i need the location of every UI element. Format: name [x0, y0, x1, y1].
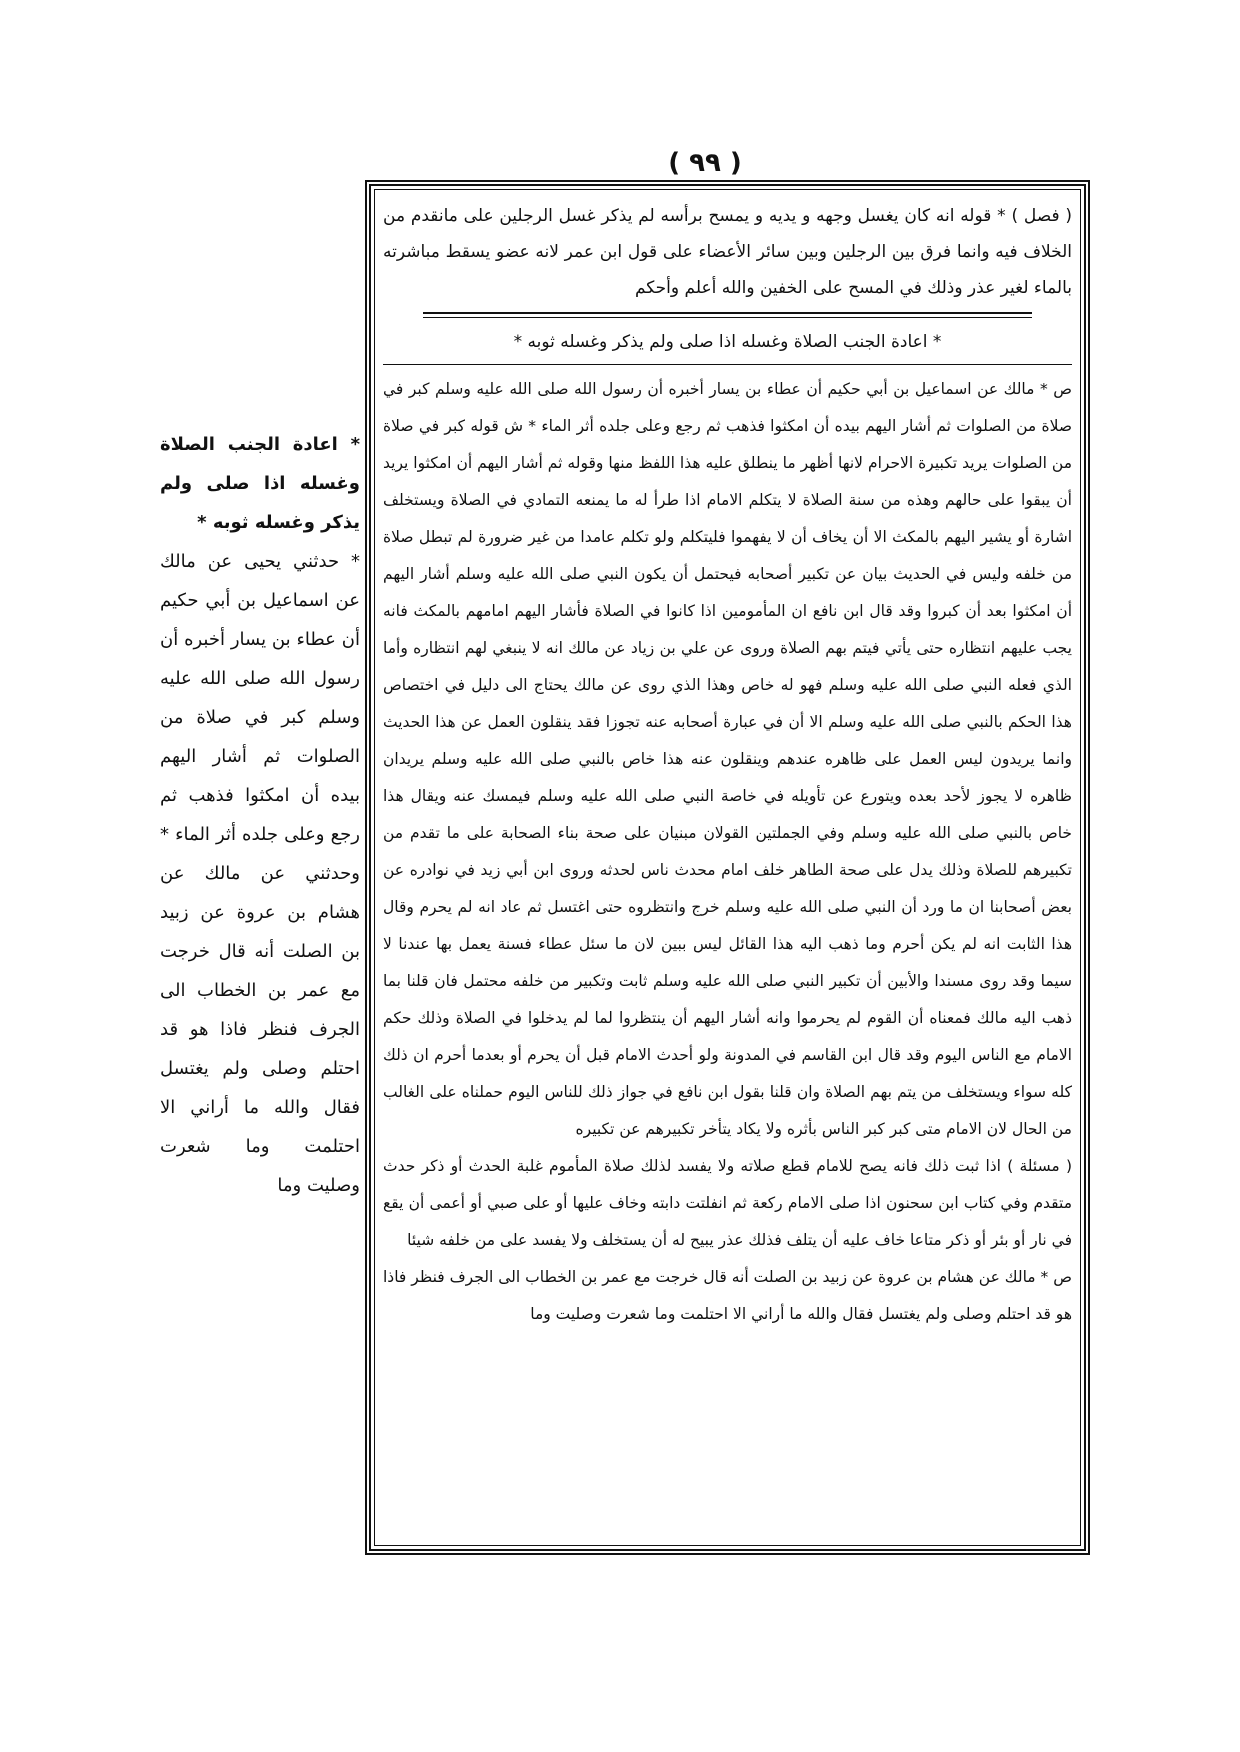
- margin-hadith-text: * حدثني يحيى عن مالك عن اسماعيل بن أبي حكيم أن عطاء بن يسار أخبره أن رسول الله صلى الله عليه وسلم كبر في صلاة من الصلوات ثم أشار اليهم بيده أن امكثوا فذهب ثم رجع وعلى جلده أثر الماء * وحدثني عن مالك عن هشام بن عروة عن زبيد بن الصلت أنه قال خرجت مع عمر بن الخطاب الى الجرف فنظر فاذا هو قد احتلم وصلى ولم يغتسل فقال والله ما أراني الا احتلمت وما شعرت وصليت وما: [160, 551, 360, 1196]
- intro-paragraph: ( فصل ) * قوله انه كان يغسل وجهه و يديه و يمسح برأسه لم يذكر غسل الرجلين على مانقدم من الخلاف فيه وانما فرق بين الرجلين وبين سائر الأعضاء على قول ابن عمر لانه عضو يسقط مباشرته بالماء لغير عذر وذلك في المسح على الخفين والله أعلم وأحكم: [383, 206, 1072, 298]
- margin-heading: * اعادة الجنب الصلاة وغسله اذا صلى ولم يذكر وغسله ثوبه *: [160, 434, 360, 533]
- commentary-paragraph-hadith-2: ص * مالك عن هشام بن عروة عن زبيد بن الصلت أنه قال خرجت مع عمر بن الخطاب الى الجرف فنظر فاذا هو قد احتلم وصلى ولم يغتسل فقال والله ما أراني الا احتلمت وما شعرت وصليت وما: [383, 1268, 1072, 1323]
- heading-divider-bottom: [383, 364, 1072, 365]
- chapter-heading: * اعادة الجنب الصلاة وغسله اذا صلى ولم يذكر وغسله ثوبه *: [513, 332, 942, 352]
- commentary-paragraph-hadith-1: ص * مالك عن اسماعيل بن أبي حكيم أن عطاء بن يسار أخبره أن رسول الله صلى الله عليه وسلم كبر في صلاة من الصلوات ثم أشار اليهم بيده أن امكثوا فذهب ثم رجع وعلى جلده أثر الماء * ش قوله كبر في صلاة من الصلوات يريد تكبيرة الاحرام لانها أظهر ما ينطلق عليه هذا اللفظ منها وقوله ثم أشار اليهم أن امكثوا يريد أن يبقوا على حالهم وهذه من سنة الصلاة لا يتكلم الامام اذا طرأ له ما يمنعه التمادي في الصلاة ويستخلف اشارة أو يشير اليهم بالمكث الا أن يخاف أن لا يفهموا فليتكلم ولو تكلم عامدا من غير ضرورة لم تبطل صلاة من خلفه وليس في الحديث بيان عن تكبير أصحابه فيحتمل أن يكون النبي صلى الله عليه وسلم أشار اليهم أن امكثوا بعد أن كبروا وقد قال ابن نافع ان المأمومين اذا كانوا في الصلاة فأشار اليهم امامهم بالمكث فانه يجب عليهم انتظاره حتى يأتي فيتم بهم الصلاة وروى عن علي بن زياد عن مالك انه لا ينبغي لهم انتظاره وأما الذي فعله النبي صلى الله عليه وسلم فهو له خاص وهذا الذي روى عن مالك يحتاج الى دليل في اختصاص هذا الحكم بالنبي صلى الله عليه وسلم الا أن في عبارة أصحابه عنه تجوزا فقد ينقلون العمل عن هذا الحديث وانما يريدون ليس العمل على ظاهره عندهم وينقلون عنه هذا خاص بالنبي صلى الله عليه وسلم يريدان ظاهره لا يجوز لأحد بعده ويتورع عن تأويله في خاصة النبي صلى الله عليه وسلم فيمسك عنه ويقال هذا خاص بالنبي صلى الله عليه وسلم وفي الجملتين القولان مبنيان على صحة بناء الصحابة على ما تقدم من تكبيرهم للصلاة وذلك يدل على صحة الطاهر خلف امام محدث ناس لحدثه وروى ابن أبي زيد في نوادره عن بعض أصحابنا ان ما ورد أن النبي صلى الله عليه وسلم خرج وانتظروه حتى اغتسل ثم عاد انه لم يحرم وقال هذا الثابت انه لم يكن أحرم وما ذهب اليه هذا القائل ليس ببين لان ما سئل عطاء فسنة يعمل بها عندنا لا سيما وقد روى مسندا والأبين أن تكبير النبي صلى الله عليه وسلم ثابت وتكبير من خلفه محتمل فان قلنا بما ذهب اليه مالك فمعناه أن القوم لم يحرموا وانه أشار اليهم أن ينتظروا لما لم يدخلوا في الصلاة وذلك حكم الامام مع الناس اليوم وقد قال ابن القاسم في المدونة ولو أحدث الامام قبل أن يحرم أو بعدما أحرم ان ذلك كله سواء ويستخلف من يتم بهم الصلاة وان قلنا بقول ابن نافع في جواز ذلك للناس اليوم حملناه على الغالب من الحال لان الامام متى كبر كبر الناس بأثره ولا يكاد يتأخر تكبيرهم عن تكبيره: [383, 380, 1072, 1138]
- heading-divider-top: [423, 312, 1032, 318]
- commentary-body: [383, 371, 1072, 1333]
- main-text-frame: [365, 180, 1090, 1555]
- margin-hadith-column: [160, 425, 360, 1205]
- commentary-paragraph-masala: ( مسئلة ) اذا ثبت ذلك فانه يصح للامام قطع صلاته ولا يفسد لذلك صلاة المأموم غلبة الحدث أو ذكر حدث متقدم وفي كتاب ابن سحنون اذا صلى الامام ركعة ثم انفلتت دابته وخاف عليها أو على صبي أو أعمى أن يقع في نار أو بئر أو ذكر متاعا خاف عليه أن يتلف فذلك عذر يبيح له أن يستخلف ولا يفسد على من خلفه شيئا: [383, 1157, 1072, 1249]
- page-number: ( ٩٩ ): [668, 148, 742, 178]
